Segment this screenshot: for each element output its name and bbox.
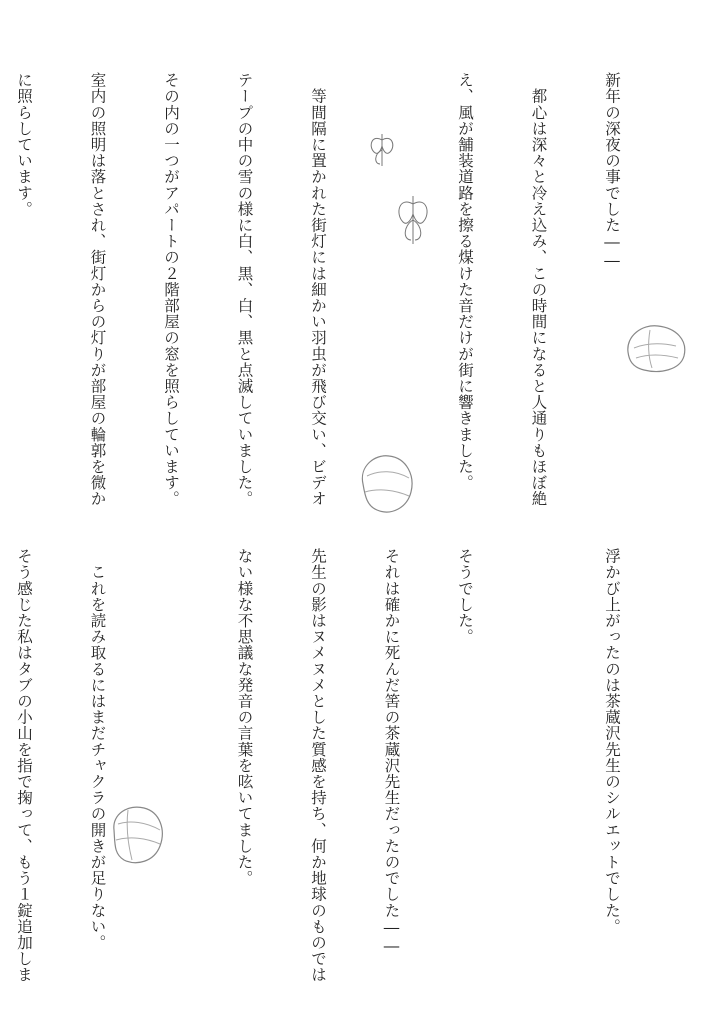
text-line: 先生の影はヌメヌメとした質感を持ち、何か地球のものでは xyxy=(309,548,327,983)
text-line: そう感じた私はタブの小山を指で掬って、もう１錠追加しま xyxy=(15,548,33,983)
blank-line xyxy=(159,548,184,968)
text-line: 新年の深夜の事でした―― xyxy=(603,72,621,271)
text-line: テープの中の雪の様に白、黒、白、黒と点滅していました。 xyxy=(235,72,254,507)
text-line: その内の一つがアパートの２階部屋の窓を照らしています。 xyxy=(162,72,180,507)
text-line: に照らしています。 xyxy=(15,72,33,217)
tablet-doodle-icon xyxy=(104,800,168,870)
moth-doodle-icon xyxy=(393,190,433,250)
lower-text-block xyxy=(0,548,673,983)
blank-line xyxy=(526,548,551,968)
text-line: 都心は深々と冷え込み、この時間になると人通りもほぼ絶 xyxy=(529,72,548,507)
upper-text-block xyxy=(0,72,673,507)
text-line: ない様な不思議な発音の言葉を呟いてました。 xyxy=(235,548,254,887)
text-line: 等間隔に置かれた街灯には細かい羽虫が飛び交い、ビデオ xyxy=(309,72,327,507)
tablet-doodle-icon xyxy=(355,448,417,520)
text-line: それは確かに死んだ筈の茶蔵沢先生だったのでした―― xyxy=(382,548,401,956)
text-line: そうでした。 xyxy=(456,548,474,645)
text-line: え、風が舗装道路を擦る煤けた音だけが街に響きました。 xyxy=(456,72,474,491)
text-line: これを読み取るにはまだチャクラの開きが足りない。 xyxy=(88,548,107,951)
moth-doodle-icon xyxy=(366,128,398,172)
text-line: 浮かび上がったのは茶蔵沢先生のシルエットでした。 xyxy=(603,548,621,935)
tablet-doodle-icon xyxy=(620,318,692,378)
text-line: 室内の照明は落とされ、街灯からの灯りが部屋の輪郭を微か xyxy=(88,72,107,507)
